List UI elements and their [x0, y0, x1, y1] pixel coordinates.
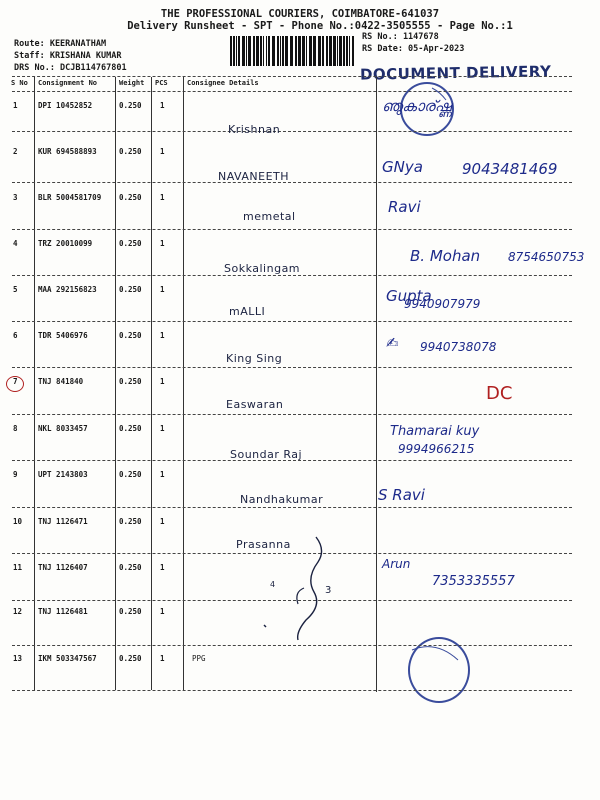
- handwritten-name: Easwaran: [226, 398, 284, 411]
- handwritten-signature: S Ravi: [378, 486, 425, 504]
- row-rule: [12, 367, 572, 368]
- row-sno: 6: [13, 331, 18, 340]
- handwritten-signature: Arun: [382, 557, 411, 571]
- row-sno: 11: [13, 563, 23, 572]
- handwritten-signature: Gupta: [386, 287, 432, 305]
- row-sno: 2: [13, 147, 18, 156]
- row-pcs: 1: [160, 193, 165, 202]
- col-header-pcs: PCS: [155, 79, 168, 87]
- route-label: Route: KEERANATHAM: [14, 39, 107, 49]
- handwritten-phone: 9940907979: [404, 297, 481, 311]
- row-consignment-no: KUR 694588893: [38, 147, 97, 156]
- row-sno: 12: [13, 607, 23, 616]
- row-rule: [12, 600, 572, 601]
- handwritten-name: Soundar Raj: [230, 448, 303, 461]
- handwritten-name: King Sing: [226, 352, 283, 365]
- row-pcs: 1: [160, 101, 165, 110]
- row-consignment-no: NKL 8033457: [38, 424, 88, 433]
- handwritten-phone: 9994966215: [398, 442, 475, 456]
- row-note: PPG: [192, 654, 206, 663]
- row-pcs: 1: [160, 285, 165, 294]
- row-consignment-no: TRZ 20010099: [38, 239, 93, 248]
- table-row: [0, 101, 600, 115]
- row-consignment-no: DPI 10452852: [38, 101, 93, 110]
- row-pcs: 1: [160, 607, 165, 616]
- handwritten-phone: 7353335557: [432, 574, 515, 589]
- handwritten-phone: 9043481469: [462, 160, 558, 178]
- row-highlight-circle: [6, 376, 24, 392]
- row-rule: [12, 131, 572, 132]
- meta-left: [14, 38, 127, 74]
- handwritten-name: Prasanna: [236, 538, 291, 551]
- handwritten-name: NAVANEETH: [218, 170, 290, 183]
- handwritten-signature: GNya: [382, 158, 423, 176]
- row-pcs: 1: [160, 424, 165, 433]
- row-weight: 0.250: [119, 193, 142, 202]
- row-pcs: 1: [160, 147, 165, 156]
- row-weight: 0.250: [119, 470, 142, 479]
- handwritten-signature: ഞുകാര്ഷ്ണ: [382, 97, 452, 115]
- handwritten-name: Sokkalingam: [224, 262, 301, 275]
- row-weight: 0.250: [119, 331, 142, 340]
- row-consignment-no: TDR 5406976: [38, 331, 88, 340]
- table-row: [0, 470, 600, 484]
- handwritten-signature: B. Mohan: [410, 247, 481, 265]
- row-rule: [12, 275, 572, 276]
- staff-label: Staff: KRISHANA KUMAR: [14, 51, 122, 61]
- table-header-rule: [12, 91, 572, 92]
- rs-number: RS No.: 1147678: [362, 32, 439, 42]
- table-row: [0, 285, 600, 299]
- row-consignment-no: TNJ 1126481: [38, 607, 88, 616]
- row-weight: 0.250: [119, 424, 142, 433]
- row-pcs: 1: [160, 654, 165, 663]
- row-sno: 7: [13, 377, 18, 386]
- table-row: [0, 607, 600, 621]
- row-sno: 3: [13, 193, 18, 202]
- row-sno: 5: [13, 285, 18, 294]
- handwritten-phone: 9940738078: [420, 340, 497, 354]
- col-header-details: Consignee Details: [187, 79, 259, 87]
- handwritten-name: mALLI: [229, 305, 266, 318]
- page-title: THE PROFESSIONAL COURIERS, COIMBATORE-641037: [160, 8, 440, 20]
- row-weight: 0.250: [119, 377, 142, 386]
- row-pcs: 1: [160, 331, 165, 340]
- row-rule: [12, 321, 572, 322]
- row-weight: 0.250: [119, 517, 142, 526]
- table-top-rule: [12, 76, 572, 77]
- row-pcs: 1: [160, 517, 165, 526]
- handwritten-digit: 3: [325, 585, 332, 596]
- meta-right: [362, 31, 464, 55]
- row-rule: [12, 645, 572, 646]
- row-sno: 4: [13, 239, 18, 248]
- row-weight: 0.250: [119, 239, 142, 248]
- row-consignment-no: TNJ 841840: [38, 377, 84, 386]
- table-row: [0, 424, 600, 438]
- row-consignment-no: TNJ 1126471: [38, 517, 88, 526]
- row-rule: [12, 182, 572, 183]
- row-rule: [12, 229, 572, 230]
- handwritten-name: memetal: [243, 210, 296, 223]
- row-sno: 1: [13, 101, 18, 110]
- drs-number: DRS No.: DCJB114767801: [14, 63, 127, 73]
- row-sno: 9: [13, 470, 18, 479]
- row-consignment-no: UPT 2143803: [38, 470, 88, 479]
- row-consignment-no: TNJ 1126407: [38, 563, 88, 572]
- page-subtitle: Delivery Runsheet - SPT - Phone No.:0422-3505555 - Page No.:1: [127, 20, 513, 32]
- col-header-consignment: Consignment No: [38, 79, 98, 87]
- row-sno: 8: [13, 424, 18, 433]
- row-rule: [12, 690, 572, 691]
- col-header-sno: S No: [11, 79, 28, 87]
- row-pcs: 1: [160, 563, 165, 572]
- row-sno: 13: [13, 654, 23, 663]
- handwritten-phone: 8754650753: [508, 250, 585, 264]
- row-weight: 0.250: [119, 285, 142, 294]
- table-row: [0, 147, 600, 161]
- row-consignment-no: IKM 503347567: [38, 654, 97, 663]
- row-pcs: 1: [160, 470, 165, 479]
- handwritten-name: Nandhakumar: [240, 493, 324, 506]
- row-consignment-no: MAA 292156823: [38, 285, 97, 294]
- row-rule: [12, 414, 572, 415]
- barcode-image: [230, 36, 355, 66]
- table-row: [0, 331, 600, 345]
- table-row: [0, 517, 600, 531]
- row-weight: 0.250: [119, 654, 142, 663]
- row-weight: 0.250: [119, 101, 142, 110]
- table-row: [0, 654, 600, 668]
- handwritten-digit: 4: [270, 580, 276, 589]
- handwritten-signature: Ravi: [388, 198, 421, 216]
- courier-seal-bottom: [408, 637, 470, 703]
- row-weight: 0.250: [119, 147, 142, 156]
- rs-date: RS Date: 05-Apr-2023: [362, 44, 465, 54]
- row-pcs: 1: [160, 377, 165, 386]
- table-row: [0, 193, 600, 207]
- row-weight: 0.250: [119, 607, 142, 616]
- handwritten-signature: ✍: [386, 334, 399, 352]
- row-weight: 0.250: [119, 563, 142, 572]
- row-sno: 10: [13, 517, 23, 526]
- handwritten-signature: Thamarai kuy: [390, 424, 480, 439]
- row-consignment-no: BLR 5004581709: [38, 193, 102, 202]
- handwritten-name: Krishnan: [228, 123, 281, 136]
- document-delivery-stamp: DOCUMENT DELIVERY: [359, 62, 552, 84]
- row-rule: [12, 507, 572, 508]
- row-rule: [12, 553, 572, 554]
- row-pcs: 1: [160, 239, 165, 248]
- dc-mark: DC: [486, 383, 513, 404]
- col-header-weight: Weight: [119, 79, 145, 87]
